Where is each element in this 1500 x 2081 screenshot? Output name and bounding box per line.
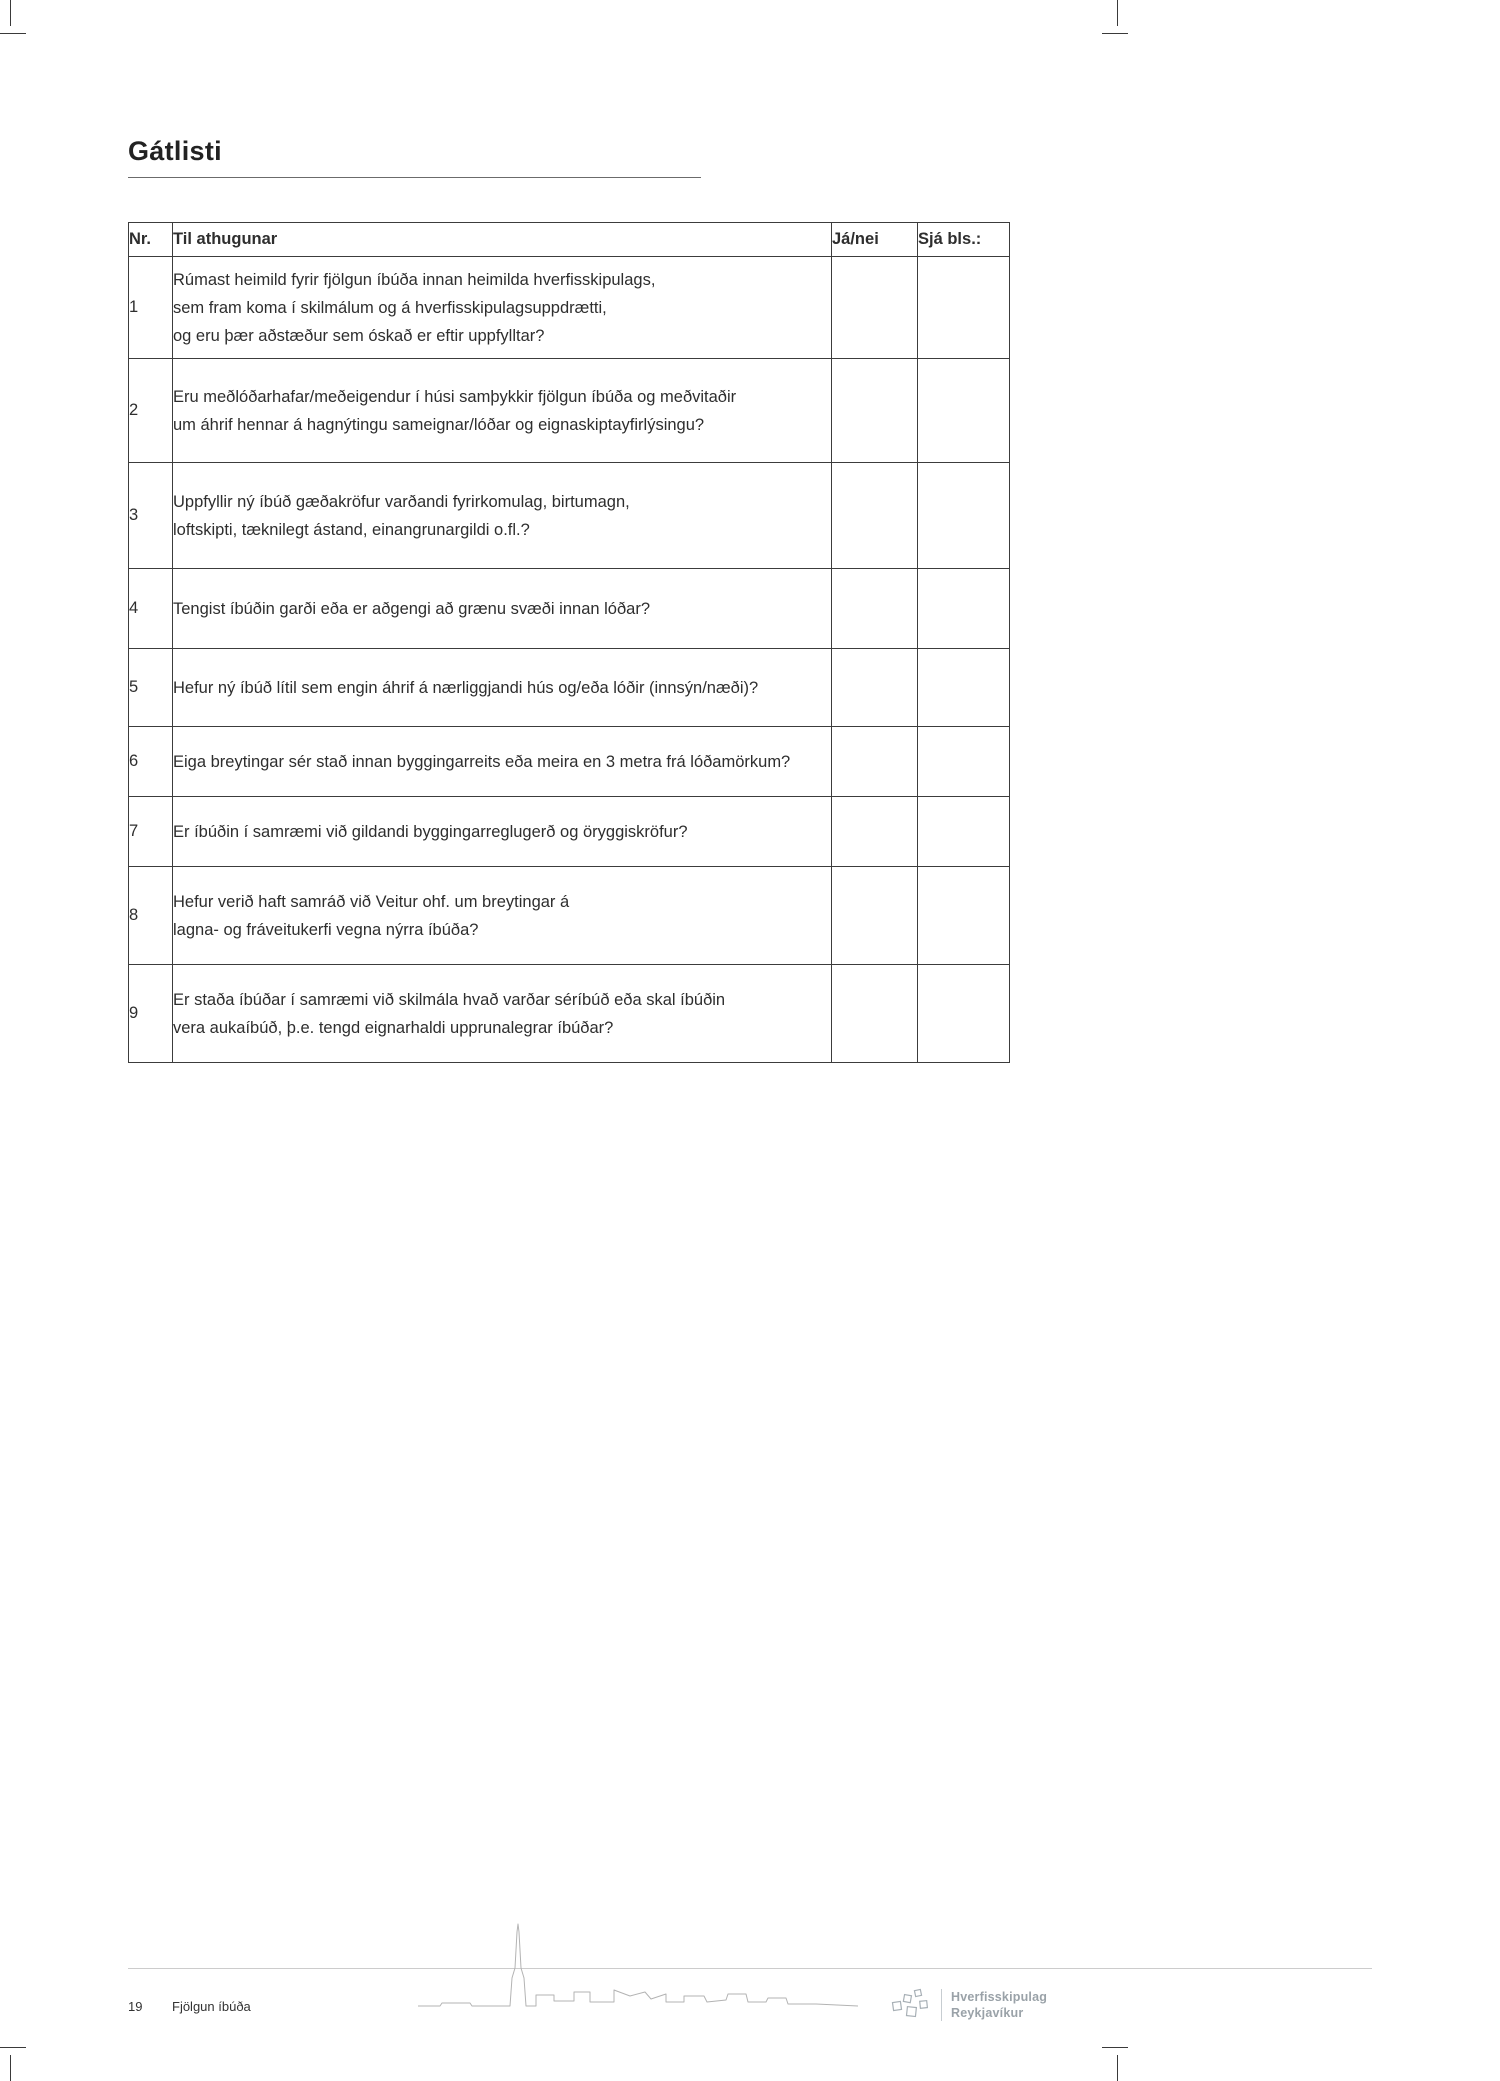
row-question bbox=[173, 569, 832, 649]
question-line: loftskipti, tæknilegt ástand, einangrunargildi o.fl.? bbox=[173, 520, 530, 539]
see-page-cell bbox=[918, 257, 1010, 359]
logo-line-2: Reykjavíkur bbox=[951, 2006, 1024, 2020]
crop-mark-top-left-v bbox=[10, 0, 11, 26]
question-line: sem fram koma í skilmálum og á hverfisskipulagsuppdrætti, bbox=[173, 298, 607, 317]
question-line: Er staða íbúðar í samræmi við skilmála hvað varðar séríbúð eða skal íbúðin bbox=[173, 990, 726, 1009]
row-question bbox=[173, 867, 832, 965]
row-number: 1 bbox=[129, 257, 173, 359]
row-number: 3 bbox=[129, 463, 173, 569]
see-page-cell bbox=[918, 727, 1010, 797]
header-yes-no: Já/nei bbox=[832, 223, 918, 257]
yes-no-cell bbox=[832, 463, 918, 569]
header-question: Til athugunar bbox=[173, 223, 832, 257]
table-row bbox=[129, 649, 1010, 727]
hverfisskipulag-logo-icon bbox=[890, 1986, 932, 2024]
row-number: 2 bbox=[129, 359, 173, 463]
yes-no-cell bbox=[832, 965, 918, 1063]
table-row bbox=[129, 727, 1010, 797]
crop-mark-bottom-left-h bbox=[0, 2047, 26, 2048]
table-row bbox=[129, 797, 1010, 867]
yes-no-cell bbox=[832, 797, 918, 867]
title-underline bbox=[128, 177, 701, 178]
table-row bbox=[129, 965, 1010, 1063]
row-question bbox=[173, 797, 832, 867]
yes-no-cell bbox=[832, 257, 918, 359]
question-line: Uppfyllir ný íbúð gæðakröfur varðandi fyrirkomulag, birtumagn, bbox=[173, 492, 630, 511]
see-page-cell bbox=[918, 649, 1010, 727]
crop-mark-bottom-right-v bbox=[1117, 2055, 1118, 2081]
row-question bbox=[173, 727, 832, 797]
table-row bbox=[129, 867, 1010, 965]
page-number: 19 bbox=[128, 1999, 143, 2014]
row-question bbox=[173, 257, 832, 359]
question-line: lagna- og fráveitukerfi vegna nýrra íbúða? bbox=[173, 920, 479, 939]
table-header-row bbox=[129, 223, 1010, 257]
yes-no-cell bbox=[832, 727, 918, 797]
question-line: um áhrif hennar á hagnýtingu sameignar/lóðar og eignaskiptayfirlýsingu? bbox=[173, 415, 705, 434]
table-row bbox=[129, 569, 1010, 649]
crop-mark-top-right-v bbox=[1117, 0, 1118, 26]
question-line: og eru þær aðstæður sem óskað er eftir uppfylltar? bbox=[173, 326, 545, 345]
see-page-cell bbox=[918, 867, 1010, 965]
yes-no-cell bbox=[832, 649, 918, 727]
crop-mark-bottom-left-v bbox=[10, 2055, 11, 2081]
row-number: 5 bbox=[129, 649, 173, 727]
question-line: Tengist íbúðin garði eða er aðgengi að grænu svæði innan lóðar? bbox=[173, 599, 650, 618]
row-number: 8 bbox=[129, 867, 173, 965]
yes-no-cell bbox=[832, 867, 918, 965]
row-number: 4 bbox=[129, 569, 173, 649]
header-nr: Nr. bbox=[129, 223, 173, 257]
checklist-table bbox=[128, 222, 1010, 1063]
see-page-cell bbox=[918, 463, 1010, 569]
yes-no-cell bbox=[832, 359, 918, 463]
row-question bbox=[173, 463, 832, 569]
crop-mark-bottom-right-h bbox=[1102, 2047, 1128, 2048]
yes-no-cell bbox=[832, 569, 918, 649]
row-number: 6 bbox=[129, 727, 173, 797]
crop-mark-top-left-h bbox=[0, 33, 26, 34]
hverfisskipulag-logo bbox=[890, 1986, 1047, 2024]
row-question bbox=[173, 965, 832, 1063]
see-page-cell bbox=[918, 965, 1010, 1063]
see-page-cell bbox=[918, 359, 1010, 463]
table-row bbox=[129, 359, 1010, 463]
reykjavik-skyline-illustration bbox=[418, 1922, 858, 2012]
crop-mark-top-right-h bbox=[1102, 33, 1128, 34]
question-line: vera aukaíbúð, þ.e. tengd eignarhaldi upprunalegrar íbúðar? bbox=[173, 1018, 614, 1037]
row-question bbox=[173, 649, 832, 727]
page-title: Gátlisti bbox=[128, 136, 222, 166]
question-line: Er íbúðin í samræmi við gildandi byggingarreglugerð og öryggiskröfur? bbox=[173, 822, 688, 841]
table-row bbox=[129, 257, 1010, 359]
logo-text bbox=[941, 1989, 1047, 2021]
question-line: Eiga breytingar sér stað innan byggingarreits eða meira en 3 metra frá lóðamörkum? bbox=[173, 752, 791, 771]
row-number: 7 bbox=[129, 797, 173, 867]
header-see-page: Sjá bls.: bbox=[918, 223, 1010, 257]
question-line: Hefur ný íbúð lítil sem engin áhrif á nærliggjandi hús og/eða lóðir (innsýn/næði)? bbox=[173, 678, 759, 697]
document-title: Fjölgun íbúða bbox=[172, 1999, 251, 2014]
table-row bbox=[129, 463, 1010, 569]
question-line: Eru meðlóðarhafar/meðeigendur í húsi samþykkir fjölgun íbúða og meðvitaðir bbox=[173, 387, 737, 406]
logo-line-1: Hverfisskipulag bbox=[951, 1990, 1048, 2004]
see-page-cell bbox=[918, 797, 1010, 867]
question-line: Rúmast heimild fyrir fjölgun íbúða innan heimilda hverfisskipulags, bbox=[173, 270, 656, 289]
see-page-cell bbox=[918, 569, 1010, 649]
question-line: Hefur verið haft samráð við Veitur ohf. um breytingar á bbox=[173, 892, 570, 911]
row-number: 9 bbox=[129, 965, 173, 1063]
row-question bbox=[173, 359, 832, 463]
